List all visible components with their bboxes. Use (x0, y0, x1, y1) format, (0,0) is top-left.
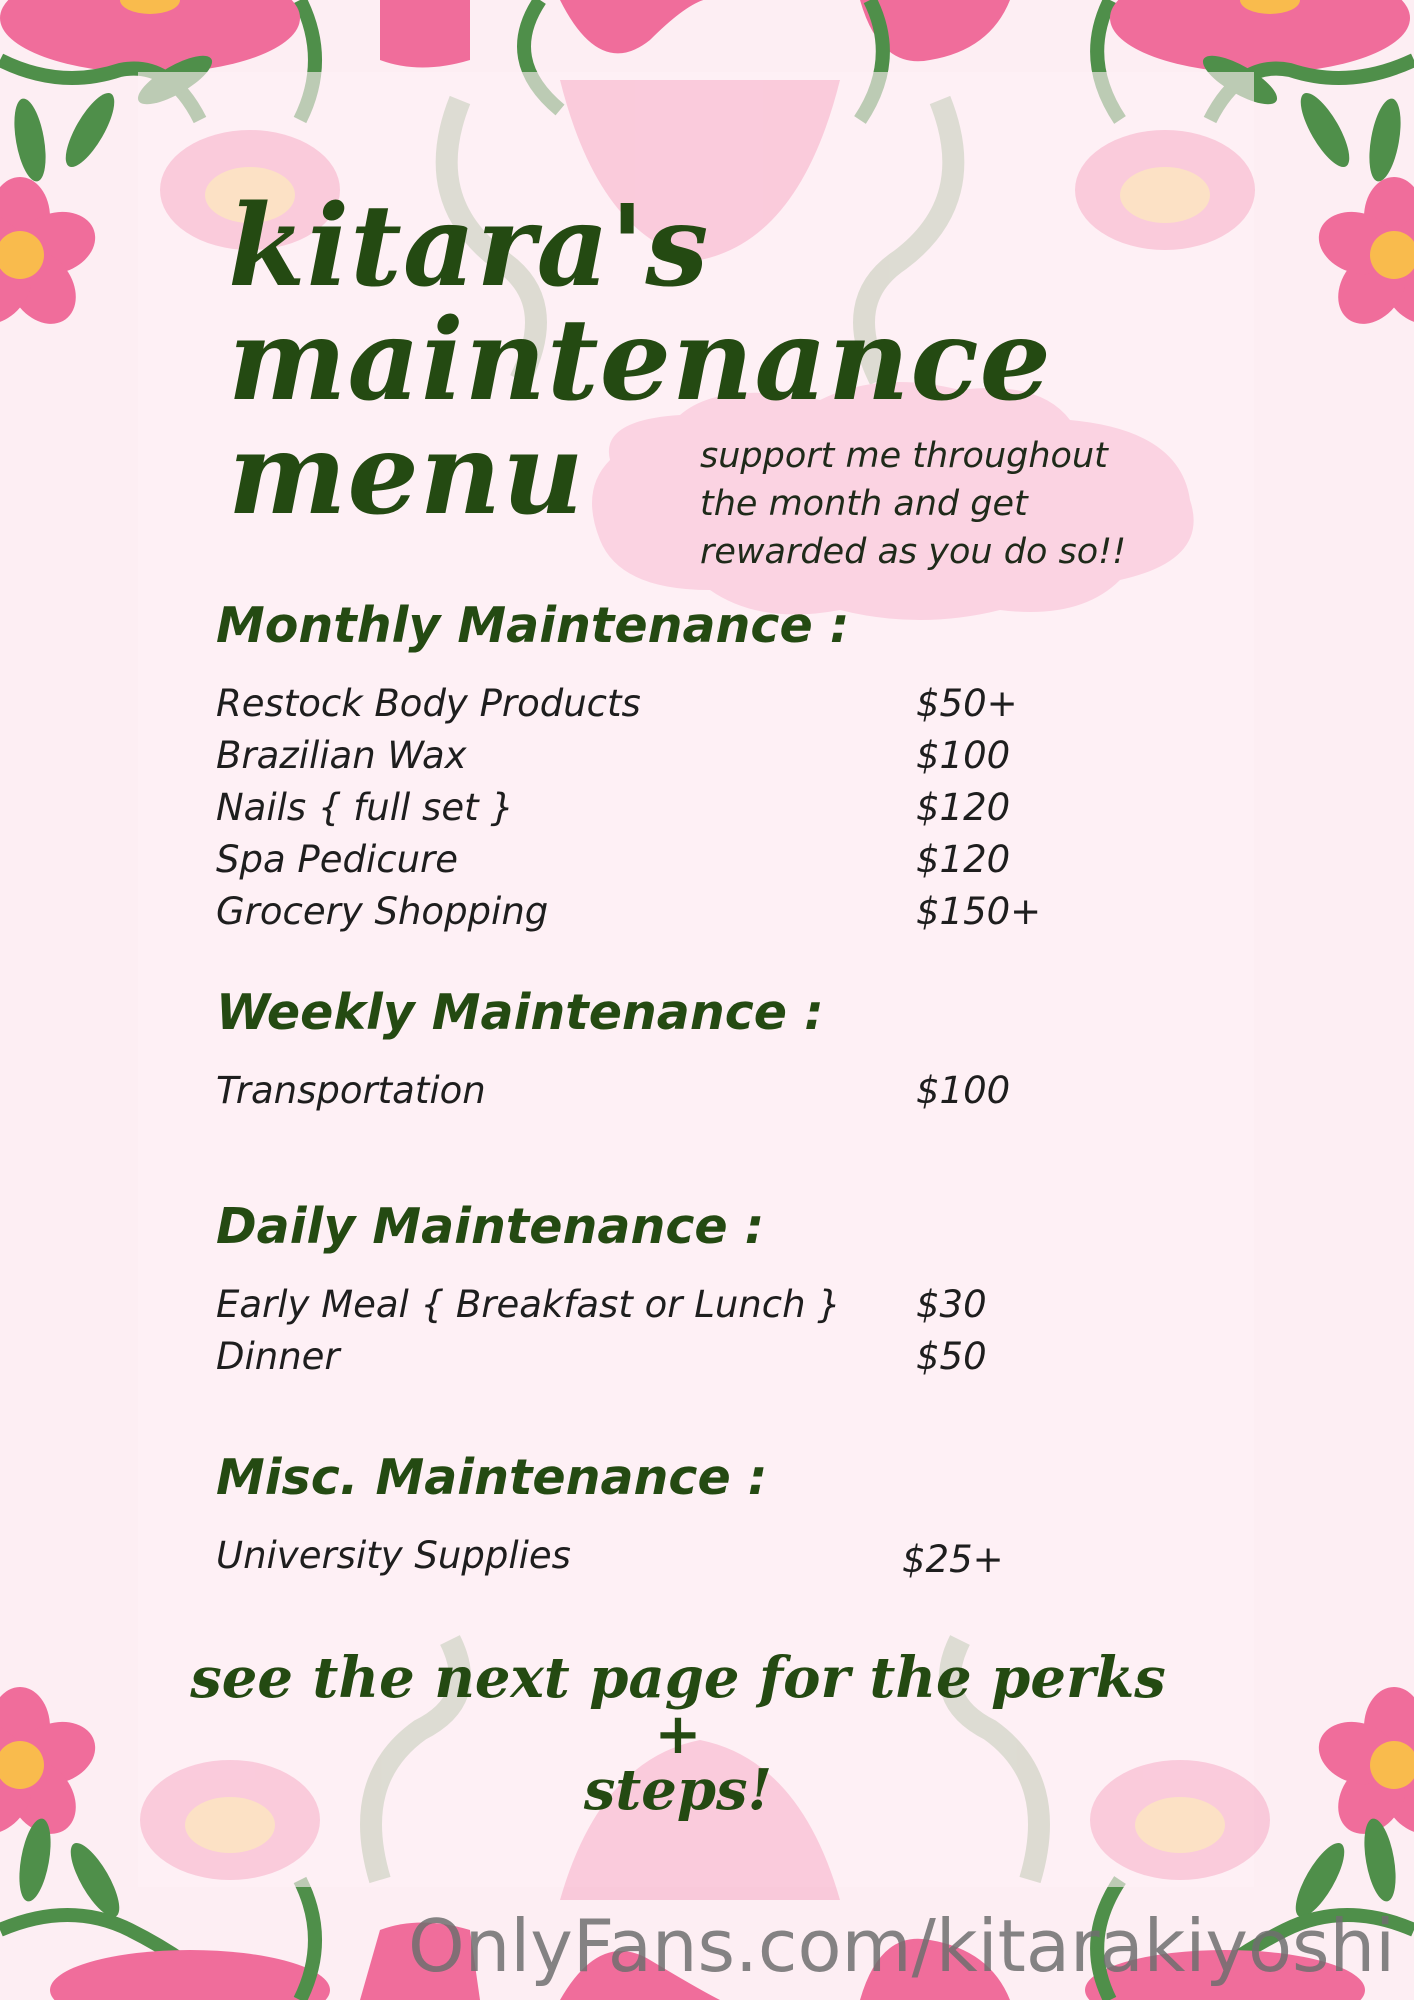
list-item (216, 782, 1116, 834)
item-name: Brazilian Wax (216, 734, 467, 777)
section-daily (216, 1197, 1116, 1383)
item-price: $100 (916, 1069, 1011, 1112)
item-price: $30 (916, 1283, 987, 1326)
tagline-line: rewarded as you do so!! (700, 532, 1127, 572)
section-heading: Daily Maintenance : (216, 1198, 765, 1255)
list-item (216, 678, 1116, 730)
note-line: see the next page for the perks + (190, 1645, 1166, 1767)
item-price: $150+ (916, 890, 1042, 933)
next-page-note (178, 1645, 1178, 1823)
tagline-line: the month and get (700, 484, 1028, 524)
item-price: $120 (916, 838, 1011, 881)
item-price: $100 (916, 734, 1011, 777)
item-name: Nails { full set } (216, 786, 514, 829)
item-list (216, 1065, 1116, 1117)
item-name: Restock Body Products (216, 682, 641, 725)
section-heading: Monthly Maintenance : (216, 597, 850, 654)
section-weekly (216, 983, 1116, 1117)
item-price: $120 (916, 786, 1011, 829)
item-price: $50+ (916, 682, 1018, 725)
item-list (216, 678, 1116, 938)
tagline-line: support me throughout (700, 436, 1108, 476)
section-heading: Weekly Maintenance : (216, 984, 824, 1041)
item-list (216, 1279, 1116, 1383)
item-name: Spa Pedicure (216, 838, 459, 881)
list-item (216, 730, 1116, 782)
item-name: Early Meal { Breakfast or Lunch } (216, 1283, 841, 1326)
tagline (700, 432, 1126, 576)
item-name: Grocery Shopping (216, 890, 549, 933)
title-line: kitara's (228, 181, 710, 312)
title-line: maintenance (228, 295, 1052, 426)
item-price: $25+ (902, 1538, 1004, 1581)
item-name: Transportation (216, 1069, 486, 1112)
item-name: Dinner (216, 1335, 340, 1378)
list-item (216, 1279, 1116, 1331)
list-item (216, 1530, 1116, 1582)
title-line: menu (228, 409, 585, 540)
section-misc (216, 1448, 1116, 1582)
list-item (216, 834, 1116, 886)
item-name: University Supplies (216, 1534, 571, 1577)
note-line: steps! (583, 1757, 773, 1823)
watermark-text: OnlyFans.com/kitarakiyoshi (408, 1904, 1396, 1988)
list-item (216, 886, 1116, 938)
section-heading: Misc. Maintenance : (216, 1449, 768, 1506)
list-item (216, 1065, 1116, 1117)
section-monthly (216, 596, 1116, 938)
item-price: $50 (916, 1335, 987, 1378)
item-list (216, 1530, 1116, 1582)
list-item (216, 1331, 1116, 1383)
